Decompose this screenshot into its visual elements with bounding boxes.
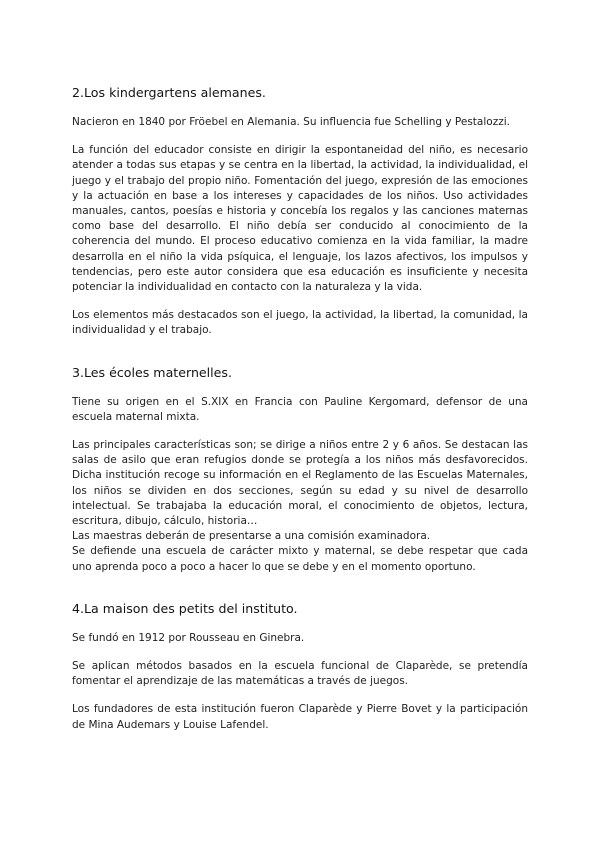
paragraph: Tiene su origen en el S.XIX en Francia con Pauline Kergomard, defensor de una escuela maternal mixta. bbox=[72, 395, 528, 423]
section-heading-maison-des-petits: 4.La maison des petits del instituto. bbox=[72, 600, 298, 616]
paragraph: Se aplican métodos basados en la escuela funcional de Claparède, se pretendía fomentar el aprendizaje de las matemáticas a través de juegos. bbox=[72, 660, 528, 688]
paragraph: La función del educador consiste en dirigir la espontaneidad del niño, es necesario atender a todas sus etapas y se centra en la libertad, la actividad, la individualidad, el juego y el trabajo del propio niño. Fomentación del juego, expresión de las emociones y la actuación en base a los intereses y capacidades de los niños. Uso actividades manuales, cantos, poesías e historia y concebía los regalos y las canciones maternas como base del desarrollo. El niño debía ser conducido al conocimiento de la coherencia del mundo. El proceso educativo comienza en la vida familiar, la madre desarrolla en el niño la vida psíquica, el lenguaje, los lazos afectivos, los impulsos y tendencias, pero este autor considera que esa educación es insuficiente y necesita potenciar la individualidad en contacto con la naturaleza y la vida. bbox=[72, 144, 528, 294]
paragraph: Se fundó en 1912 por Rousseau en Ginebra. bbox=[72, 631, 305, 644]
paragraph: Las maestras deberán de presentarse a una comisión examinadora. bbox=[72, 530, 431, 543]
paragraph: Las principales características son; se dirige a niños entre 2 y 6 años. Se destacan las salas de asilo que eran refugios donde se protegía a los niños más desfavorecidos. Dicha institución recoge su información en el Reglamento de las Escuelas Maternales, los niños se dividen en dos secciones, según su edad y su nivel de desarrollo intelectual. Se trabajaba la educación moral, el conocimiento de objetos, lectura, escritura, dibujo, cálculo, historia… bbox=[72, 439, 528, 528]
paragraph: Los elementos más destacados son el juego, la actividad, la libertad, la comunidad, la individualidad y el trabajo. bbox=[72, 309, 528, 337]
paragraph: Se defiende una escuela de carácter mixto y maternal, se debe respetar que cada uno aprenda poco a poco a hacer lo que se debe y en el momento oportuno. bbox=[72, 545, 528, 573]
section-heading-kindergartens: 2.Los kindergartens alemanes. bbox=[72, 85, 266, 100]
paragraph: Los fundadores de esta institución fueron Claparède y Pierre Bovet y la participación de Mina Audemars y Louise Lafendel. bbox=[72, 703, 528, 731]
document-content bbox=[72, 84, 528, 733]
section-heading-ecoles-maternelles: 3.Les écoles maternelles. bbox=[72, 364, 232, 380]
paragraph: Nacieron en 1840 por Fröebel en Alemania. Su influencia fue Schelling y Pestalozzi. bbox=[72, 116, 510, 128]
